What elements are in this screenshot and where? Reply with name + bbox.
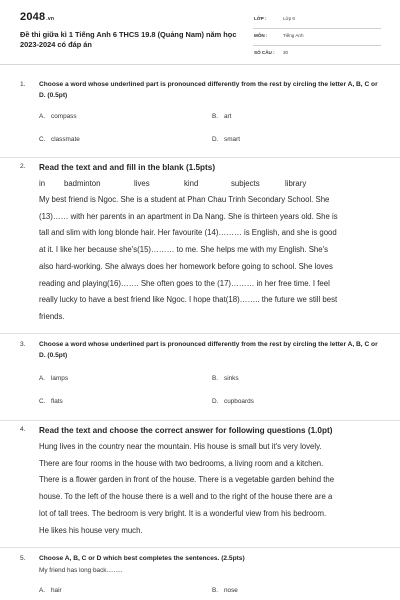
option-b[interactable] xyxy=(212,113,231,120)
option-letter: B. xyxy=(212,587,219,594)
page-header xyxy=(0,0,400,64)
option-letter: A. xyxy=(39,113,46,120)
option-d[interactable] xyxy=(212,136,240,143)
logo-text: 2048 xyxy=(20,11,46,23)
question-4 xyxy=(0,425,400,543)
question-number: 2. xyxy=(20,163,26,170)
reading-passage xyxy=(39,439,384,539)
option-letter: D. xyxy=(212,136,219,143)
passage-line: house. To the left of the house there is a well and to the right of the house there are a xyxy=(39,492,333,502)
question-title: Read the text and choose the correct answer for following questions (1.0pt) xyxy=(39,426,333,435)
option-a[interactable] xyxy=(39,113,77,120)
meta-row-class xyxy=(253,13,381,29)
option-text: smart xyxy=(224,136,240,143)
question-divider xyxy=(0,420,400,421)
option-letter: A. xyxy=(39,587,46,594)
question-1 xyxy=(0,78,400,153)
meta-label: LỚP : xyxy=(254,16,267,21)
header-divider xyxy=(0,64,400,65)
exam-meta xyxy=(253,13,381,63)
passage-line: also hard-working. She always does her homework before going to school. She loves xyxy=(39,261,333,271)
option-text: lamps xyxy=(51,375,69,382)
word-bank-item: kind xyxy=(184,179,199,188)
option-letter: B. xyxy=(212,375,219,382)
option-text: nose xyxy=(224,587,238,594)
passage-line: My best friend is Ngoc. She is a student at Phan Chau Trinh Secondary School. She xyxy=(39,195,330,204)
word-bank-item: subjects xyxy=(231,179,260,188)
question-number: 5. xyxy=(20,555,26,562)
option-c[interactable] xyxy=(39,136,80,143)
site-logo[interactable] xyxy=(20,11,54,23)
option-d[interactable] xyxy=(212,398,254,405)
passage-line: really lucky to have a best friend like Ngoc. I hope that(18)…….. the future we still best xyxy=(39,295,338,305)
question-number: 1. xyxy=(20,81,26,88)
option-c[interactable] xyxy=(39,398,63,405)
option-text: sinks xyxy=(224,375,239,382)
meta-row-subject xyxy=(253,30,381,46)
question-title: Choose a word whose underlined part is pronounced differently from the rest by circling the letter A, B, C or D. (0.5pt) xyxy=(39,341,378,359)
question-number: 3. xyxy=(20,341,26,348)
meta-value: 30 xyxy=(283,50,289,55)
question-number: 4. xyxy=(20,426,26,433)
question-title: Read the text and and fill in the blank (1.5pts) xyxy=(39,163,216,172)
word-bank-item: lives xyxy=(134,179,150,188)
passage-line: Hung lives in the country near the mountain. His house is small but it's very lovely. xyxy=(39,442,322,451)
question-3 xyxy=(0,340,400,415)
meta-value: Tiếng Anh xyxy=(283,33,304,38)
option-letter: C. xyxy=(39,398,46,405)
option-text: flats xyxy=(51,398,63,405)
option-letter: C. xyxy=(39,136,46,143)
passage-line: (13)…… with her parents in an apartment in Da Nang. She is thirteen years old. She is xyxy=(39,211,338,221)
passage-line: at it. I like her because she's(15)……… to me. She helps me with my English. She's xyxy=(39,245,328,255)
question-divider xyxy=(0,333,400,334)
option-text: hair xyxy=(51,587,62,594)
question-5 xyxy=(0,554,400,600)
option-letter: A. xyxy=(39,375,46,382)
logo-suffix: .vn xyxy=(46,16,55,22)
meta-label: MÔN : xyxy=(254,33,268,38)
word-bank-item: in xyxy=(39,179,46,188)
passage-line: lot of tall trees. The bedroom is very bright. It is a wonderful view from his bedroom. xyxy=(39,508,327,518)
passage-line: friends. xyxy=(39,311,65,321)
question-title: Choose a word whose underlined part is pronounced differently from the rest by circling the letter A, B, C or D. (0.5pt) xyxy=(39,81,378,99)
meta-value: Lớp 6 xyxy=(283,16,295,21)
passage-line: There are four rooms in the house with two bedrooms, a living room and a kitchen. xyxy=(39,458,324,468)
question-title: Choose A, B, C or D which best completes the sentences. (2.5pts) xyxy=(39,555,245,562)
reading-passage xyxy=(39,192,384,326)
option-text: art xyxy=(224,113,232,120)
passage-line: He likes his house very much. xyxy=(39,525,143,535)
passage-line: reading and playing(16)……. She often goes to the (17)……… in her free time. I feel xyxy=(39,278,330,288)
passage-line: There is a flower garden in front of the house. There is a vegetable garden behind the xyxy=(39,475,335,485)
question-divider xyxy=(0,547,400,548)
option-b[interactable] xyxy=(212,587,238,594)
option-text: cupboards xyxy=(224,398,254,405)
passage-line: tall and slim with long blonde hair. Her favourite (14)……… is English, and she is good xyxy=(39,228,337,238)
option-text: compass xyxy=(51,113,77,120)
question-2 xyxy=(0,162,400,327)
option-b[interactable] xyxy=(212,375,239,382)
meta-row-question-count xyxy=(253,47,381,62)
option-a[interactable] xyxy=(39,375,68,382)
option-a[interactable] xyxy=(39,587,62,594)
question-prompt: My friend has long back......... xyxy=(39,567,123,574)
option-text: classmate xyxy=(51,136,80,143)
option-letter: B. xyxy=(212,113,219,120)
word-bank-item: library xyxy=(285,179,307,188)
meta-label: SỐ CÂU : xyxy=(254,50,275,55)
word-bank-item: badminton xyxy=(64,179,101,188)
exam-title: Đề thi giữa kì 1 Tiếng Anh 6 THCS 19.8 (Quảng Nam) năm học 2023-2024 có đáp án xyxy=(20,30,237,50)
option-letter: D. xyxy=(212,398,219,405)
word-bank xyxy=(39,179,319,193)
question-divider xyxy=(0,157,400,158)
